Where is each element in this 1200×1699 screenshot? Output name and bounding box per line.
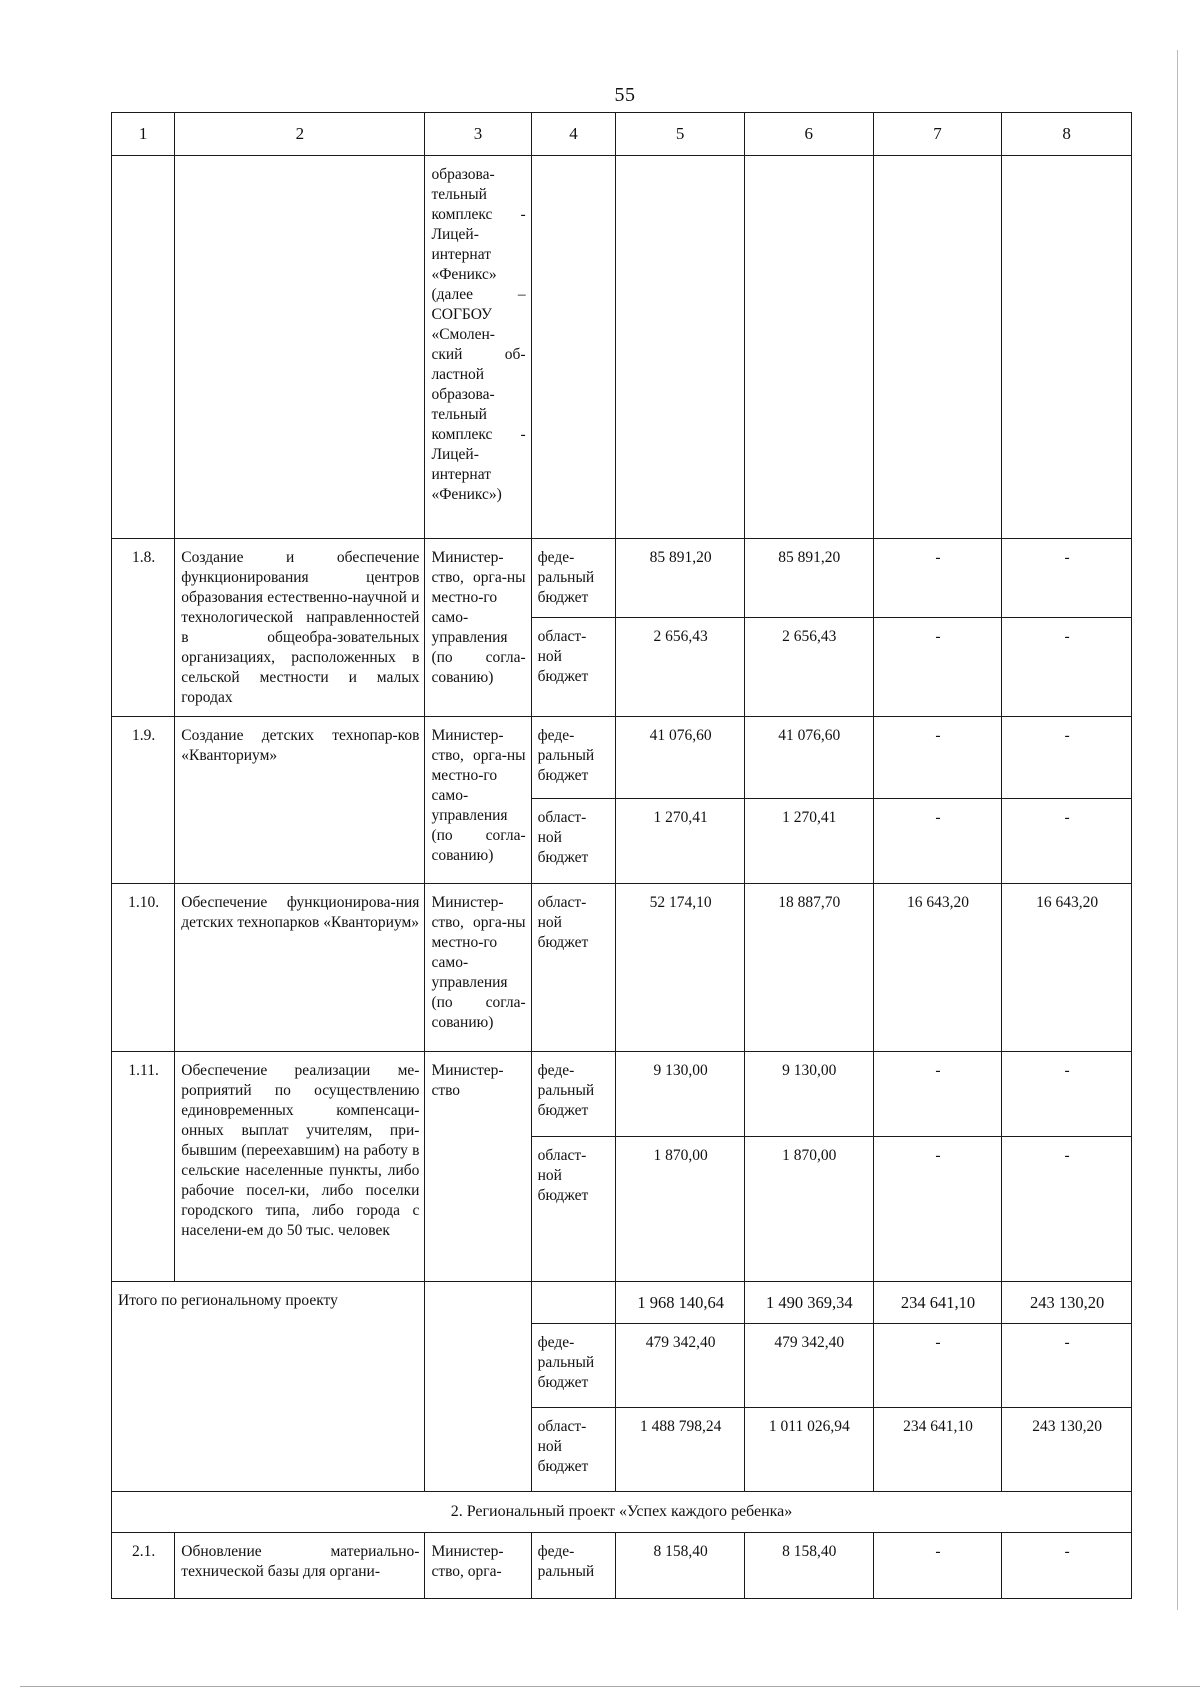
funding-source: област-ной бюджет [531,799,616,884]
measure-name: Создание детских технопар-ков «Кванториум» [175,717,425,884]
scan-margin-line [1177,50,1178,1610]
executor: Министер-ство, орга-ны местно-го само-управления (по согла-сованию) [425,539,531,717]
amount-year-1: 41 076,60 [744,717,873,799]
amount-year-3: - [1002,717,1132,799]
column-number: 1 [112,113,175,156]
amount-total: 41 076,60 [616,717,745,799]
funding-source: област-ной бюджет [531,884,616,1052]
row-number: 1.10. [112,884,175,1052]
amount-year-1: 8 158,40 [744,1533,873,1599]
scan-bottom-edge [20,1686,1200,1687]
amount-year-2: - [873,1137,1002,1282]
measure-name: Обеспечение функционирова-ния детских технопарков «Кванториум» [175,884,425,1052]
table-row [112,884,1132,1052]
row-number: 1.9. [112,717,175,884]
funding-source: феде-ральный бюджет [531,717,616,799]
total-year-2: - [873,1324,1002,1408]
executor: Министер-ство, орга-ны местно-го само-управления (по согла-сованию) [425,884,531,1052]
executor: Министер-ство, орга- [425,1533,531,1599]
amount-total: 52 174,10 [616,884,745,1052]
measure-name: Обновление материально-технической базы для органи- [175,1533,425,1599]
amount-total: 1 270,41 [616,799,745,884]
amount-year-3: - [1002,1137,1132,1282]
amount-year-2: - [873,799,1002,884]
column-number: 4 [531,113,616,156]
amount-year-3: - [1002,618,1132,717]
row-number: 2.1. [112,1533,175,1599]
total-amount: 479 342,40 [616,1324,745,1408]
amount-total: 85 891,20 [616,539,745,618]
funding-source: феде-ральный бюджет [531,1324,616,1408]
amount-total: 9 130,00 [616,1052,745,1137]
amount-year-3: - [1002,1533,1132,1599]
column-number: 3 [425,113,531,156]
measure-name: Создание и обеспечение функционирования центров образования естественно-научной и технологической направленностей в общеобра-зовательных организациях, расположенных в сельской местности и малых городах [175,539,425,717]
continuation-row [112,156,1132,539]
executor: Министер-ство, орга-ны местно-го само-управления (по согла-сованию) [425,717,531,884]
table-row [112,1052,1132,1137]
section-title: 2. Региональный проект «Успех каждого ребенка» [112,1492,1132,1533]
total-year-1: 1 011 026,94 [744,1408,873,1492]
row-number: 1.8. [112,539,175,717]
amount-year-3: 16 643,20 [1002,884,1132,1052]
funding-source: феде-ральный [531,1533,616,1599]
funding-source: феде-ральный бюджет [531,1052,616,1137]
amount-year-2: - [873,1533,1002,1599]
total-year-3: 243 130,20 [1002,1282,1132,1324]
total-year-2: 234 641,10 [873,1408,1002,1492]
table-row [112,539,1132,618]
column-number-row [112,113,1132,156]
continuation-executor: образова-тельный комплекс - Лицей-интернат «Феникс» (далее – СОГБОУ «Смолен-ский об-ластной образова-тельный комплекс - Лицей-интернат «Феникс») [425,156,531,539]
amount-year-2: - [873,539,1002,618]
column-number: 5 [616,113,745,156]
amount-year-2: - [873,1052,1002,1137]
column-number: 8 [1002,113,1132,156]
amount-year-1: 85 891,20 [744,539,873,618]
column-number: 2 [175,113,425,156]
amount-year-3: - [1002,799,1132,884]
executor: Министер-ство [425,1052,531,1282]
measure-name: Обеспечение реализации ме-роприятий по осуществлению единовременных компенсаци-онных выплат учителям, при-бывшим (переехавшим) на работу в сельские населенные пункты, либо рабочие посел-ки, либо поселки городского типа, либо города с населени-ем до 50 тыс. человек [175,1052,425,1282]
amount-total: 1 870,00 [616,1137,745,1282]
amount-year-3: - [1002,539,1132,618]
total-year-1: 1 490 369,34 [744,1282,873,1324]
funding-source: област-ной бюджет [531,618,616,717]
budget-table [111,112,1132,1599]
table-row [112,717,1132,799]
funding-source: феде-ральный бюджет [531,539,616,618]
amount-year-2: - [873,618,1002,717]
table-row [112,1533,1132,1599]
total-amount: 1 968 140,64 [616,1282,745,1324]
total-year-2: 234 641,10 [873,1282,1002,1324]
amount-year-1: 9 130,00 [744,1052,873,1137]
total-year-3: 243 130,20 [1002,1408,1132,1492]
total-row [112,1324,1132,1408]
funding-source: област-ной бюджет [531,1137,616,1282]
amount-total: 8 158,40 [616,1533,745,1599]
total-label: Итого по региональному проекту [112,1282,425,1324]
section-heading-row [112,1492,1132,1533]
total-year-1: 479 342,40 [744,1324,873,1408]
amount-year-1: 1 870,00 [744,1137,873,1282]
total-year-3: - [1002,1324,1132,1408]
funding-source: област-ной бюджет [531,1408,616,1492]
total-amount: 1 488 798,24 [616,1408,745,1492]
column-number: 7 [873,113,1002,156]
page-number: 55 [614,84,636,106]
amount-year-2: 16 643,20 [873,884,1002,1052]
amount-year-2: - [873,717,1002,799]
total-row [112,1282,1132,1324]
amount-year-1: 1 270,41 [744,799,873,884]
column-number: 6 [744,113,873,156]
amount-total: 2 656,43 [616,618,745,717]
row-number: 1.11. [112,1052,175,1282]
amount-year-1: 2 656,43 [744,618,873,717]
amount-year-3: - [1002,1052,1132,1137]
amount-year-1: 18 887,70 [744,884,873,1052]
